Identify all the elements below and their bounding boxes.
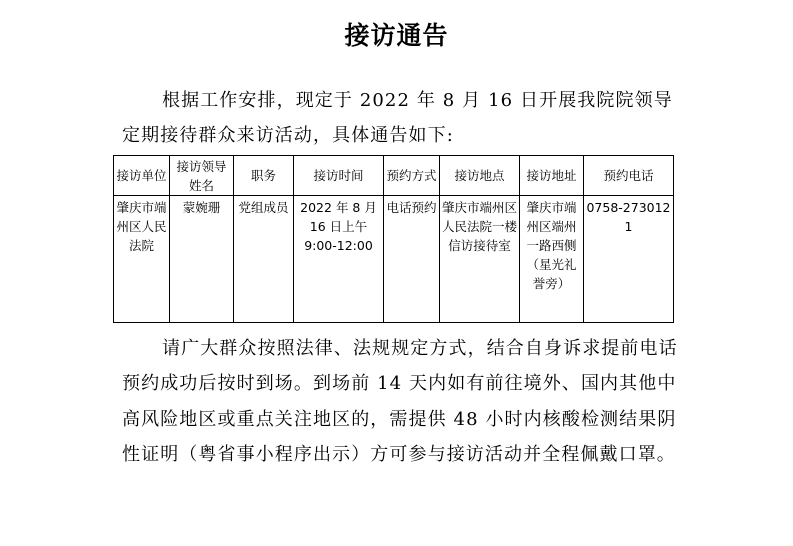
outro-text: 请广大群众按照法律、法规规定方式，结合自身诉求提前电话预约成功后按时到场。到场前 14 天内如有前往境外、国内其他中高风险地区或重点关注地区的，需提供 48 小时内核酸检测结果阴性证明（粤省事小程序出示）方可参与接访活动并全程佩戴口罩。	[122, 338, 678, 465]
cell-phone: 0758-2730121	[584, 196, 674, 323]
table-row	[114, 196, 674, 323]
cell-leader: 蒙婉珊	[170, 196, 234, 323]
cell-time-date: 2022 年 8 月 16 日上午	[300, 200, 377, 234]
header-time: 接访时间	[294, 156, 384, 196]
table-header-row	[114, 156, 674, 196]
cell-place: 肇庆市端州区人民法院一楼信访接待室	[440, 196, 520, 323]
header-phone: 预约电话	[584, 156, 674, 196]
header-place: 接访地点	[440, 156, 520, 196]
cell-unit: 肇庆市端州区人民法院	[114, 196, 170, 323]
header-unit: 接访单位	[114, 156, 170, 196]
page-title: 接访通告	[344, 21, 449, 50]
header-method: 预约方式	[384, 156, 440, 196]
cell-position: 党组成员	[234, 196, 294, 323]
intro-text: 根据工作安排，现定于 2022 年 8 月 16 日开展我院院领导定期接待群众来访活动，具体通告如下:	[122, 90, 673, 146]
intro-paragraph	[122, 83, 682, 153]
cell-method: 电话预约	[384, 196, 440, 323]
visit-schedule-table	[113, 155, 674, 323]
header-position: 职务	[234, 156, 294, 196]
header-leader: 接访领导姓名	[170, 156, 234, 196]
outro-paragraph	[122, 331, 682, 472]
header-address: 接访地址	[520, 156, 584, 196]
cell-time	[294, 196, 384, 323]
cell-time-hours: 9:00-12:00	[304, 238, 373, 253]
cell-address: 肇庆市端州区端州一路西侧（星光礼誉旁）	[520, 196, 584, 323]
